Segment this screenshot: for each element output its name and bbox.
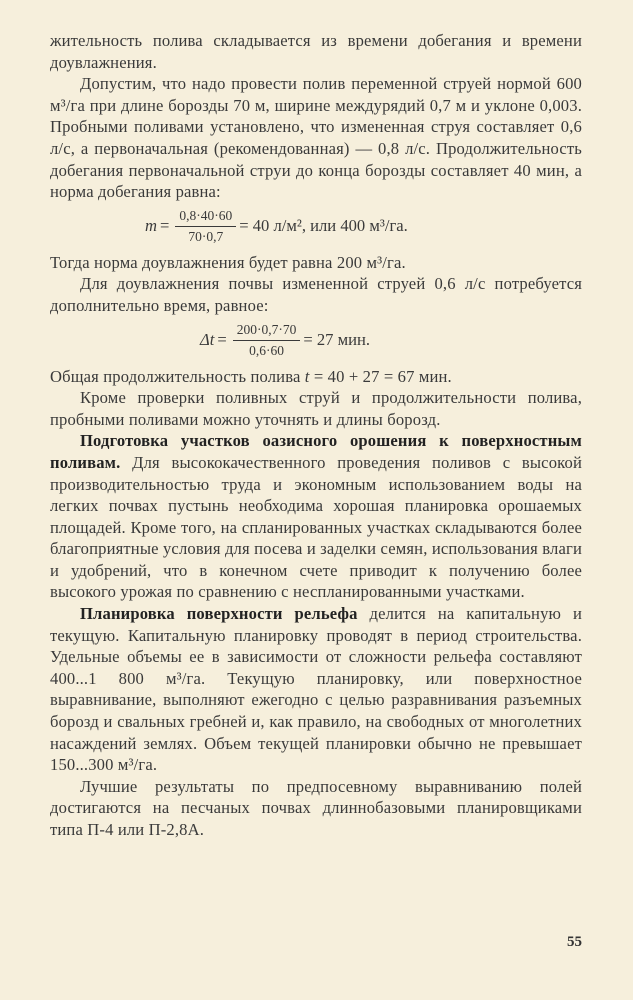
paragraph-6: Кроме проверки поливных струй и продолжительности полива, пробными поливами можно уточнять и длины борозд. (50, 388, 582, 429)
page-number: 55 (567, 934, 582, 950)
paragraph-8-text: делится на капитальную и текущую. Капитальную планировку проводят в период строительства. Удельные объемы ее в зависимости от сложности рельефа составляют 400...1 800 м³/га. Текущую планировку, или поверхностное выравнивание, выполняют ежегодно с целью разравнивания разъемных борозд и свальных гребней и, как правило, на свободных от многолетних насаждений землях. Объем текущей планировки обычно не превышает 150...300 м³/га. (50, 604, 582, 775)
formula-time-eq: = (217, 330, 227, 350)
paragraph-3: Тогда норма доувлажнения будет равна 200 м³/га. (50, 252, 406, 272)
paragraph-7-text: Для высококачественного проведения поливов с высокой производительностью труда и экономным использованием воды на легких почвах пустынь необходима хорошая планировка орошаемых площадей. Кроме того, на спланированных участках складываются более благоприятные условия для посева и заделки семян, использования влаги и удобрений, что в конечном счете приводит к получению более высокого урожая по сравнению с неспланированными участками. (50, 452, 582, 602)
paragraph-5 (50, 366, 582, 388)
formula-time-result: = 27 мин. (303, 330, 371, 350)
formula-norm-lhs: m (145, 216, 157, 236)
paragraph-1: жительность полива складывается из времени добегания и времени доувлажнения. (50, 31, 582, 72)
section-heading-oasis: Подготовка участков оазисного орошения к поверхностным поливам. (50, 431, 582, 472)
paragraph-5-suffix: = 40 + 27 = 67 мин. (309, 366, 452, 386)
paragraph-9: Лучшие результаты по предпосевному выравниванию полей достигаются на песчаных почвах длиннобазовыми планировщиками типа П-4 или П-2,8А. (50, 776, 582, 839)
paragraph-5-prefix: Общая продолжительность полива (50, 366, 305, 386)
formula-norm-result: = 40 л/м², или 400 м³/га. (239, 216, 408, 236)
formula-time (50, 321, 582, 360)
formula-norm-denominator: 70·0,7 (188, 228, 224, 244)
section-heading-relief: Планировка поверхности рельефа (80, 604, 358, 624)
formula-norm (50, 207, 582, 246)
formula-norm-fraction (175, 207, 236, 246)
paragraph-2: Допустим, что надо провести полив переменной струей нормой 600 м³/га при длине борозды 70 м, ширине междурядий 0,7 м и уклоне 0,003. Пробными поливами установлено, что измененная струя составляет 0,6 л/с, а первоначальная (рекомендованная) — 0,8 л/с. Продолжительность добегания первоначальной струи до конца борозды составляет 40 мин, а норма добегания равна: (50, 74, 582, 202)
paragraph-8 (50, 603, 582, 776)
formula-time-lhs: Δt (200, 330, 215, 350)
paragraph-7 (50, 430, 582, 603)
paragraph-4: Для доувлажнения почвы измененной струей 0,6 л/с потребуется дополнительно время, равное: (50, 274, 582, 315)
formula-time-denominator: 0,6·60 (249, 342, 284, 358)
paragraph-5-variable: t (304, 366, 310, 386)
formula-time-fraction (233, 321, 301, 360)
formula-time-numerator: 200·0,7·70 (233, 321, 301, 341)
formula-norm-numerator: 0,8·40·60 (175, 207, 236, 227)
formula-norm-eq: = (159, 216, 170, 236)
